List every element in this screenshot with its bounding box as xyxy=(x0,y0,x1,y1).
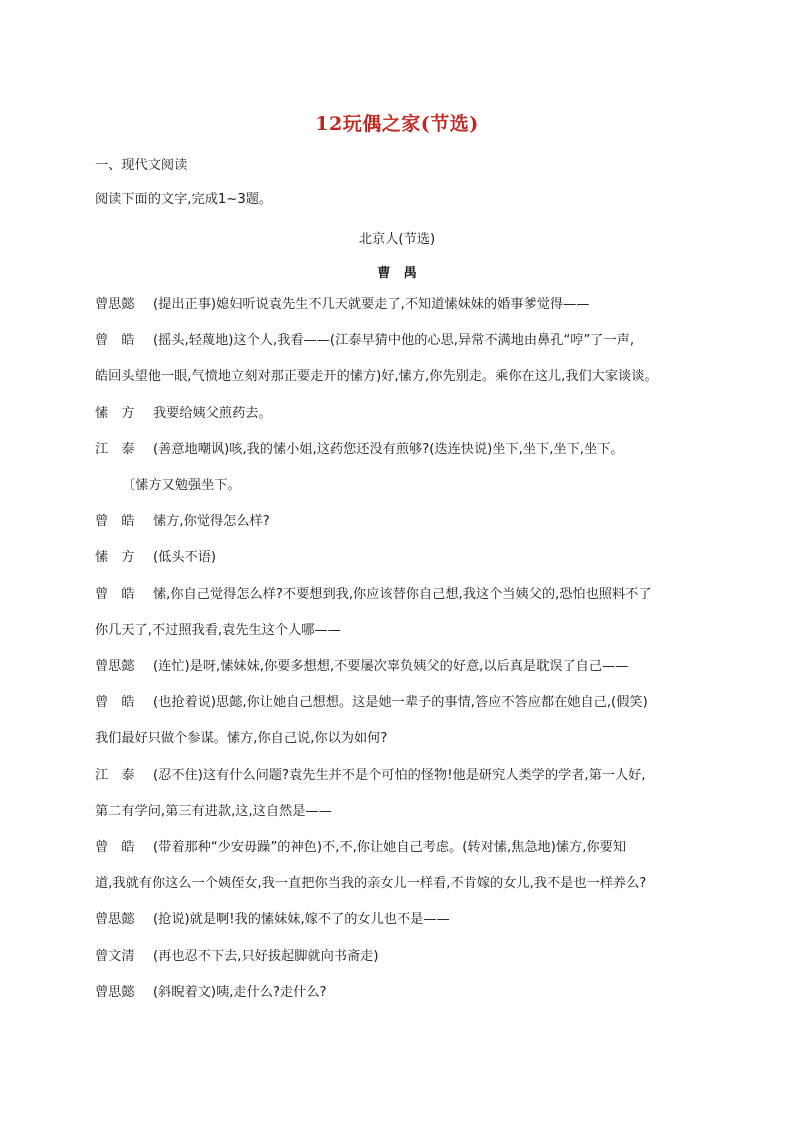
page-title: 12玩偶之家(节选) xyxy=(315,113,479,135)
dialogue-text: 〔愫方又勉强坐下。 xyxy=(122,478,241,493)
dialogue-line xyxy=(95,658,628,676)
speaker-name: 愫 方 xyxy=(95,405,135,421)
section-heading: 一、现代文阅读 xyxy=(95,158,188,173)
speaker-name: 曾思懿 xyxy=(95,659,135,674)
dialogue-line xyxy=(95,405,272,423)
dialogue-line xyxy=(95,549,216,567)
dialogue-line xyxy=(95,767,646,785)
dialogue-line xyxy=(95,332,634,350)
dialogue-line xyxy=(95,586,652,604)
dialogue-text: (摇头,轻蔑地)这个人,我看——(江泰早猜中他的心思,异常不满地由鼻孔“哼”了一声, xyxy=(153,333,635,349)
dialogue-line xyxy=(95,513,270,531)
dialogue-line xyxy=(95,839,626,857)
dialogue-line xyxy=(95,911,450,929)
dialogue-text: (带着那种“少安毋躁”的神色)不,不,你让她自己考虑。(转对愫,焦急地)愫方,你要知 xyxy=(153,840,627,855)
dialogue-text: (连忙)是呀,愫妹妹,你要多想想,不要屡次辜负姨父的好意,以后真是耽误了自己—— xyxy=(153,659,629,674)
speaker-name: 曾 皓 xyxy=(95,514,135,530)
speaker-name: 曾文清 xyxy=(95,948,135,964)
speaker-name: 曾思懿 xyxy=(95,297,135,312)
dialogue-text: 我要给姨父煎药去。 xyxy=(153,405,272,421)
dialogue-line xyxy=(95,441,624,459)
dialogue-line xyxy=(95,984,327,1002)
dialogue-text: 第二有学问,第三有进款,这,这自然是—— xyxy=(95,803,332,819)
dialogue-text: 道,我就有你这么一个姨侄女,我一直把你当我的亲女儿一样看,不肯嫁的女儿,我不是也一样养么? xyxy=(95,876,647,892)
dialogue-text: 你几天了,不过照我看,袁先生这个人哪—— xyxy=(95,622,341,638)
speaker-name: 江 泰 xyxy=(95,767,135,783)
instruction-text: 阅读下面的文字,完成1~3题。 xyxy=(95,192,273,207)
dialogue-text: (再也忍不下去,只好拔起脚就向书斋走) xyxy=(153,948,379,964)
speaker-name: 曾 皓 xyxy=(95,333,135,349)
dialogue-text: 皓回头望他一眼,气愤地立刻对那正要走开的愫方)好,愫方,你先别走。乘你在这儿,我们大家谈谈。 xyxy=(95,369,658,385)
author-name: 曹 禺 xyxy=(377,266,417,281)
dialogue-line xyxy=(95,948,378,966)
dialogue-text: 愫,你自己觉得怎么样?不要想到我,你应该替你自己想,我这个当姨父的,恐怕也照料不了 xyxy=(153,586,652,602)
speaker-name: 曾 皓 xyxy=(95,840,135,855)
dialogue-text: 我们最好只做个参谋。愫方,你自己说,你以为如何? xyxy=(95,731,388,747)
dialogue-line xyxy=(95,730,387,748)
dialogue-text: 愫方,你觉得怎么样? xyxy=(153,514,270,530)
dialogue-text: (提出正事)媳妇听说袁先生不几天就要走了,不知道愫妹妹的婚事爹觉得—— xyxy=(153,297,590,312)
dialogue-line xyxy=(95,622,341,640)
dialogue-line xyxy=(95,368,658,386)
dialogue-text: (善意地嘲讽)咳,我的愫小姐,这药您还没有煎够?(迭连快说)坐下,坐下,坐下,坐下。 xyxy=(153,441,624,457)
dialogue-text: (抢说)就是啊!我的愫妹妹,嫁不了的女儿也不是—— xyxy=(153,912,450,928)
speaker-name: 曾思懿 xyxy=(95,912,135,928)
excerpt-title: 北京人(节选) xyxy=(358,232,436,247)
dialogue-text: (斜睨着文)咦,走什么?走什么? xyxy=(153,984,327,1000)
dialogue-text: (低头不语) xyxy=(153,550,217,566)
speaker-name: 曾 皓 xyxy=(95,586,135,602)
speaker-name: 曾思懿 xyxy=(95,984,135,1000)
dialogue-line xyxy=(95,694,648,712)
speaker-name: 江 泰 xyxy=(95,441,135,457)
speaker-name: 愫 方 xyxy=(95,550,135,566)
dialogue-line xyxy=(95,803,332,821)
dialogue-line xyxy=(95,875,646,893)
dialogue-text: (也抢着说)思懿,你让她自己想想。这是她一辈子的事情,答应不答应都在她自己,(假笑) xyxy=(153,695,648,711)
speaker-name: 曾 皓 xyxy=(95,695,135,711)
dialogue-line xyxy=(122,477,241,495)
dialogue-line xyxy=(95,296,589,314)
dialogue-text: (忍不住)这有什么问题?袁先生并不是个可怕的怪物!他是研究人类学的学者,第一人好, xyxy=(153,767,646,783)
